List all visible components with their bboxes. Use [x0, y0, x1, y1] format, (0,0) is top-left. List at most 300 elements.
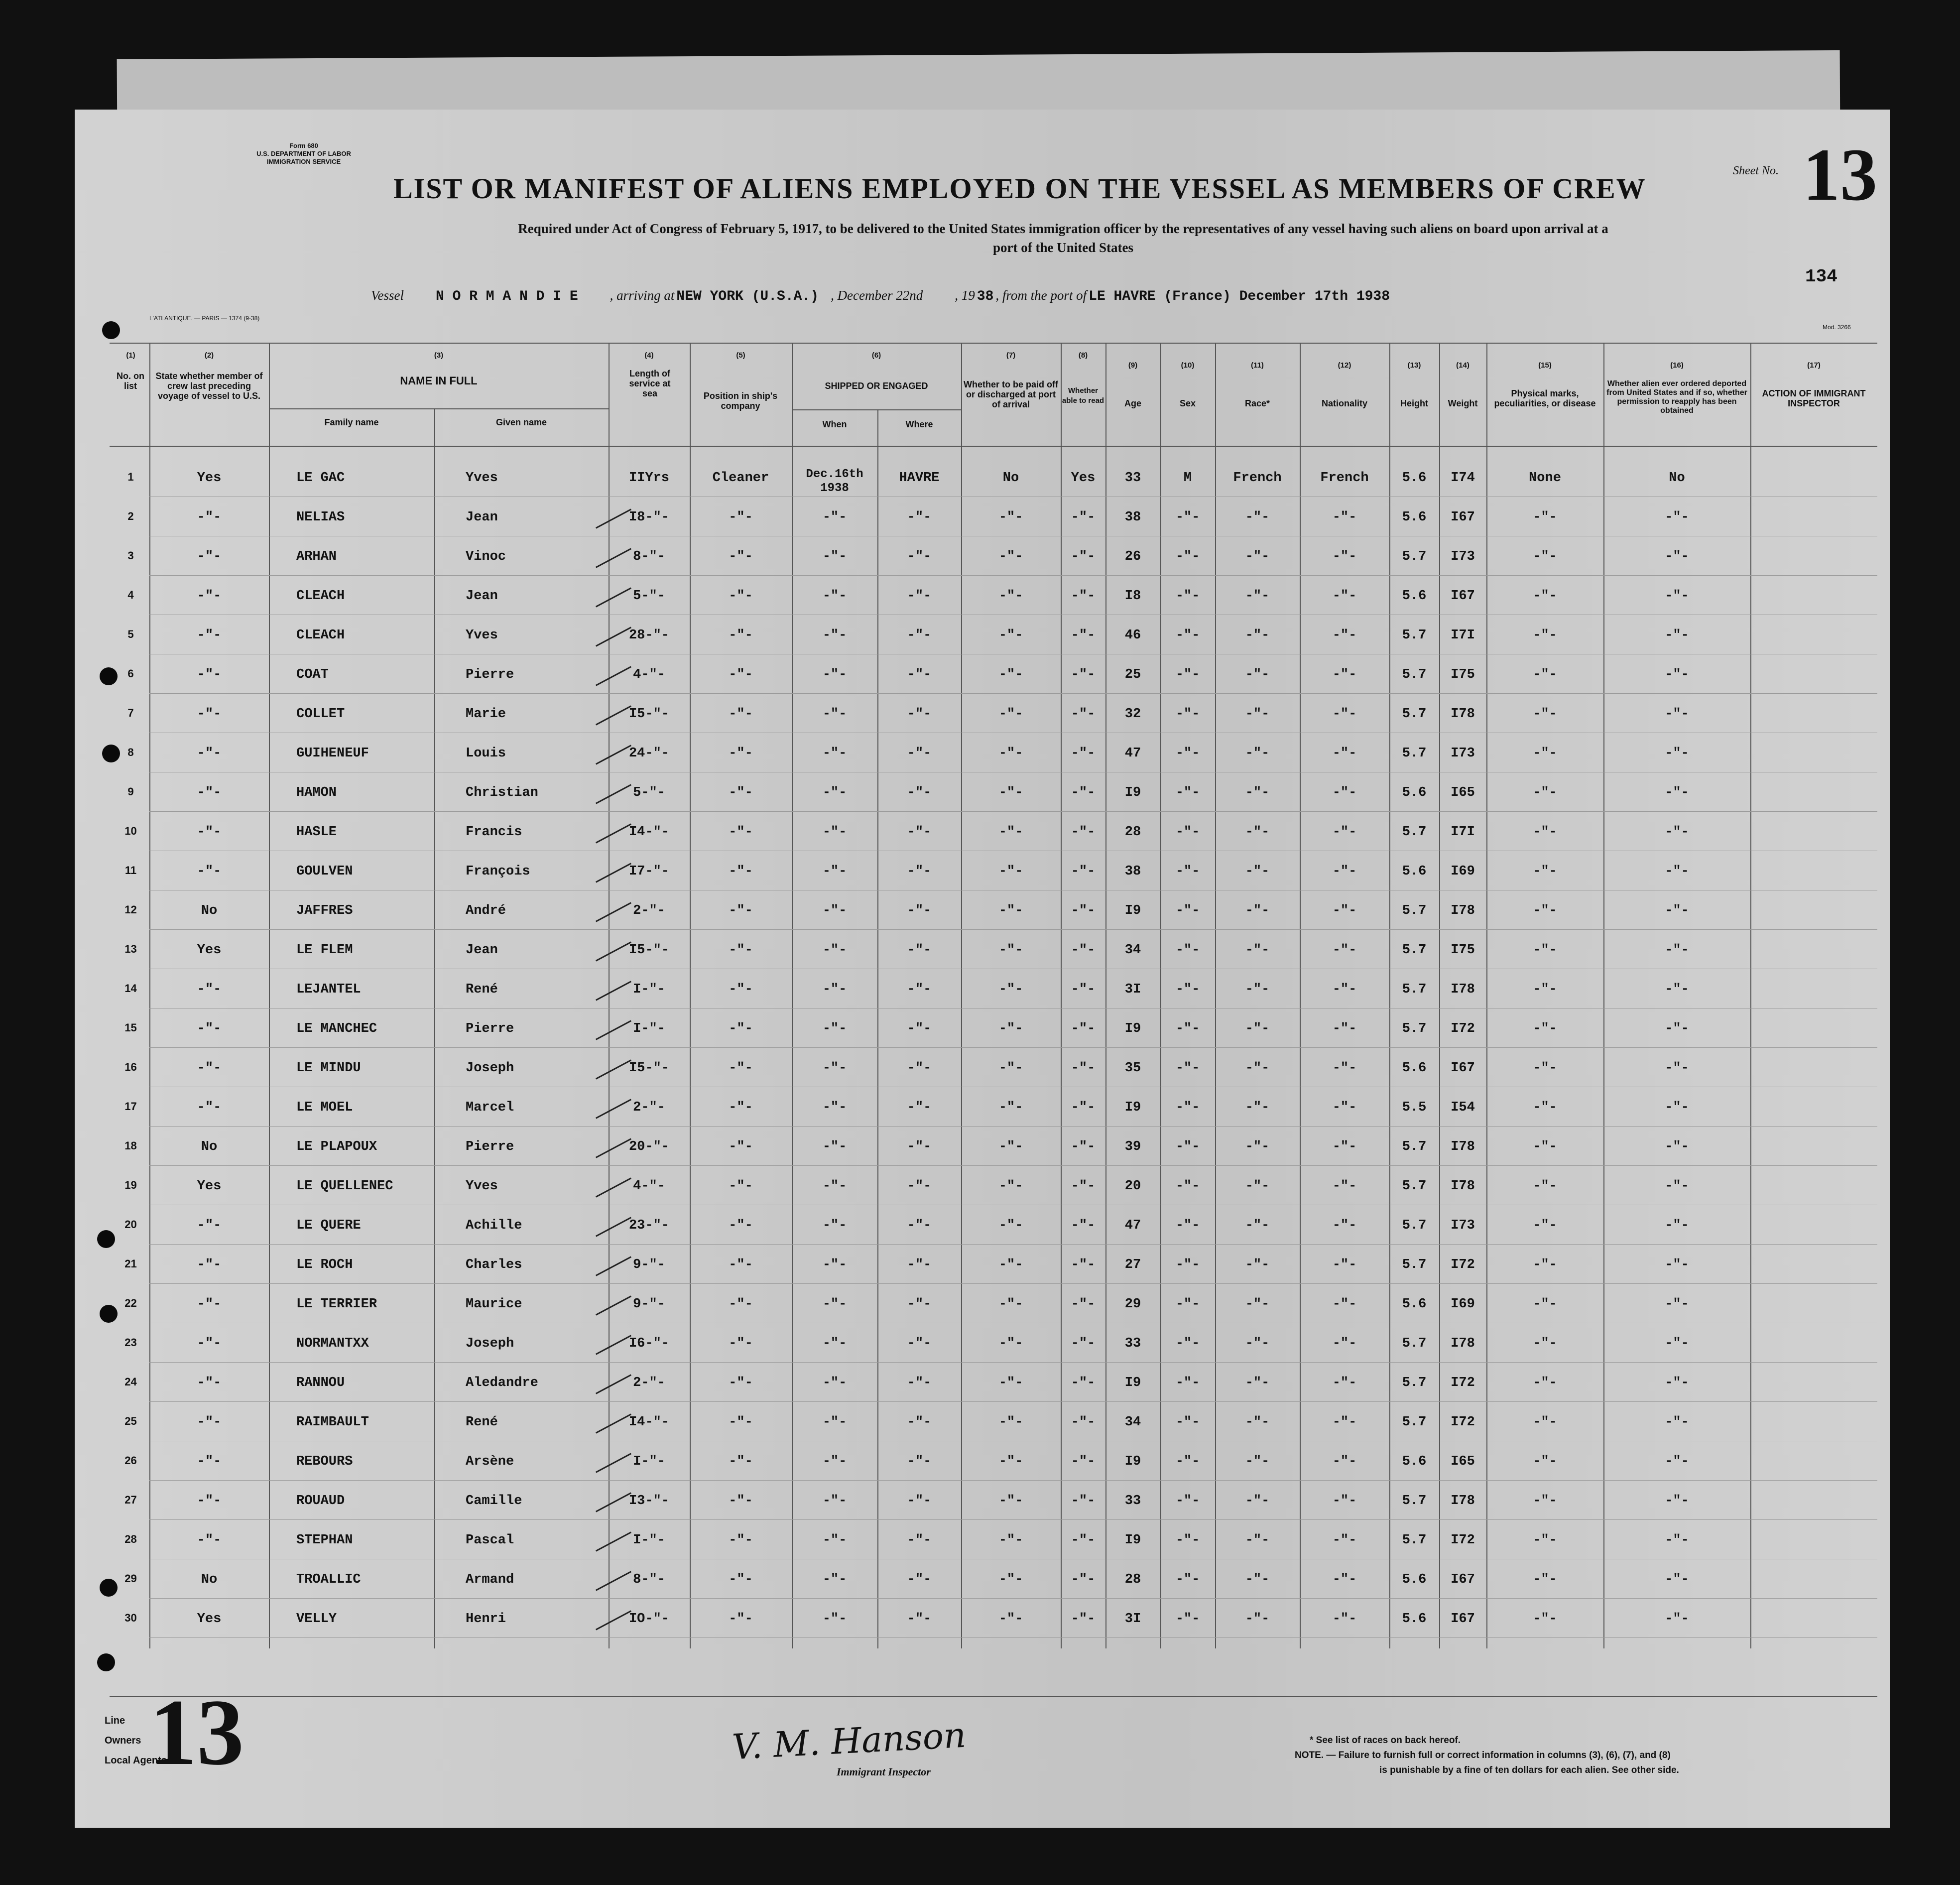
length-of-service: 5-"- — [633, 589, 665, 604]
able-to-read: -"- — [1071, 1297, 1096, 1312]
sex: -"- — [1175, 1257, 1200, 1272]
length-of-service: I-"- — [633, 982, 665, 997]
line-stamp: 13 — [149, 1680, 244, 1785]
family-name: RAIMBAULT — [296, 1415, 369, 1430]
col-num-11: (11) — [1251, 361, 1264, 370]
sex: -"- — [1175, 510, 1200, 525]
given-name: Pierre — [466, 667, 514, 682]
shipped-where: -"- — [907, 1572, 932, 1587]
nationality: -"- — [1332, 628, 1357, 643]
shipped-when: -"- — [822, 589, 847, 604]
family-name: LEJANTEL — [296, 982, 361, 997]
height: 5.7 — [1402, 1218, 1427, 1233]
shipped-where: -"- — [907, 1336, 932, 1351]
paid-off: -"- — [998, 707, 1023, 722]
row-rule — [149, 575, 1877, 576]
previous-voyage: Yes — [197, 1612, 222, 1627]
punch-hole — [97, 1653, 115, 1671]
ship-position: -"- — [729, 628, 753, 643]
shipped-subheader-line — [792, 409, 961, 410]
family-name: ARHAN — [296, 549, 337, 564]
race: -"- — [1245, 1139, 1270, 1154]
paid-off: -"- — [998, 1021, 1023, 1036]
previous-voyage: Yes — [197, 943, 222, 958]
age: 34 — [1124, 943, 1141, 958]
paid-off: -"- — [998, 589, 1023, 604]
height: 5.6 — [1402, 864, 1427, 879]
sex: -"- — [1175, 785, 1200, 800]
height: 5.7 — [1402, 982, 1427, 997]
col-num-9: (9) — [1128, 361, 1138, 370]
able-to-read: -"- — [1071, 1021, 1096, 1036]
ship-position: -"- — [729, 1021, 753, 1036]
ship-position: -"- — [729, 1139, 753, 1154]
height: 5.7 — [1402, 943, 1427, 958]
weight: I74 — [1451, 471, 1475, 486]
ship-position: -"- — [729, 1218, 753, 1233]
paid-off: -"- — [998, 746, 1023, 761]
row-number: 17 — [124, 1100, 137, 1113]
length-of-service: IIYrs — [628, 471, 669, 486]
col-header-1: No. on list — [117, 371, 144, 391]
age: 29 — [1124, 1297, 1141, 1312]
race: -"- — [1245, 982, 1270, 997]
col-num-8: (8) — [1078, 351, 1088, 360]
race: -"- — [1245, 1061, 1270, 1076]
footer-agents-label: Local Agents — [105, 1755, 167, 1766]
family-name: LE QUELLENEC — [296, 1179, 393, 1194]
shipped-where: -"- — [907, 1021, 932, 1036]
length-of-service: I8-"- — [628, 510, 669, 525]
col-header-15: Physical marks, peculiarities, or disease — [1494, 388, 1596, 408]
paid-off: -"- — [998, 1494, 1023, 1508]
ship-position: -"- — [729, 1336, 753, 1351]
ship-position: -"- — [729, 1257, 753, 1272]
shipped-when: -"- — [822, 982, 847, 997]
deported-status: No — [1669, 471, 1685, 486]
deported-status: -"- — [1665, 1533, 1689, 1548]
ship-position: -"- — [729, 549, 753, 564]
able-to-read: -"- — [1071, 667, 1096, 682]
shipped-where: -"- — [907, 746, 932, 761]
from-label: , from the port of — [995, 288, 1087, 303]
nationality: -"- — [1332, 549, 1357, 564]
family-name: REBOURS — [296, 1454, 353, 1469]
shipped-where: -"- — [907, 589, 932, 604]
ship-position: -"- — [729, 1179, 753, 1194]
height: 5.7 — [1402, 667, 1427, 682]
able-to-read: -"- — [1071, 1218, 1096, 1233]
row-rule — [149, 1637, 1877, 1638]
paid-off: -"- — [998, 510, 1023, 525]
race: -"- — [1245, 707, 1270, 722]
shipped-where: -"- — [907, 1494, 932, 1508]
mod-mark: Mod. 3266 — [1823, 324, 1851, 331]
length-of-service: 8-"- — [633, 1572, 665, 1587]
family-name: GOULVEN — [296, 864, 353, 879]
given-name: Louis — [466, 746, 506, 761]
able-to-read: -"- — [1071, 982, 1096, 997]
nationality: -"- — [1332, 510, 1357, 525]
col-header-17: ACTION OF IMMIGRANT INSPECTOR — [1762, 388, 1866, 408]
nationality: -"- — [1332, 982, 1357, 997]
row-rule — [149, 1283, 1877, 1284]
given-name: Pierre — [466, 1139, 514, 1154]
sex: -"- — [1175, 1376, 1200, 1390]
shipped-where: -"- — [907, 510, 932, 525]
race: -"- — [1245, 1021, 1270, 1036]
shipped-where: -"- — [907, 1218, 932, 1233]
previous-voyage: Yes — [197, 1179, 222, 1194]
page-number: 134 — [1805, 266, 1838, 287]
given-name: Christian — [466, 785, 538, 800]
able-to-read: -"- — [1071, 864, 1096, 879]
length-of-service: I4-"- — [628, 1415, 669, 1430]
shipped-when: -"- — [822, 1415, 847, 1430]
row-number: 2 — [127, 510, 134, 522]
sheet-number: 13 — [1803, 133, 1877, 216]
weight: I75 — [1451, 943, 1475, 958]
sex: -"- — [1175, 864, 1200, 879]
shipped-where: -"- — [907, 903, 932, 918]
race: -"- — [1245, 1336, 1270, 1351]
row-number: 28 — [124, 1533, 137, 1545]
height: 5.7 — [1402, 1139, 1427, 1154]
height: 5.7 — [1402, 549, 1427, 564]
paid-off: -"- — [998, 1297, 1023, 1312]
paid-off: -"- — [998, 1336, 1023, 1351]
ship-position: -"- — [729, 825, 753, 840]
family-name: CLEACH — [296, 628, 345, 643]
form-subtitle — [244, 219, 1882, 257]
given-name: Yves — [466, 1179, 498, 1194]
height: 5.6 — [1402, 1572, 1427, 1587]
paid-off: -"- — [998, 1376, 1023, 1390]
row-number: 22 — [124, 1297, 137, 1309]
previous-voyage: -"- — [197, 628, 222, 643]
previous-voyage: -"- — [197, 1494, 222, 1508]
nationality: -"- — [1332, 1257, 1357, 1272]
previous-voyage: -"- — [197, 1218, 222, 1233]
age: I9 — [1124, 1376, 1141, 1390]
age: 28 — [1124, 825, 1141, 840]
given-name: Maurice — [466, 1297, 522, 1312]
nationality: -"- — [1332, 1454, 1357, 1469]
length-of-service: I7-"- — [628, 864, 669, 879]
ship-position: -"- — [729, 1612, 753, 1627]
previous-voyage: -"- — [197, 746, 222, 761]
race: -"- — [1245, 1376, 1270, 1390]
weight: I7I — [1451, 628, 1475, 643]
deported-status: -"- — [1665, 707, 1689, 722]
sex: -"- — [1175, 1454, 1200, 1469]
family-name: RANNOU — [296, 1376, 345, 1390]
deported-status: -"- — [1665, 1061, 1689, 1076]
previous-voyage: -"- — [197, 864, 222, 879]
sex: -"- — [1175, 746, 1200, 761]
nationality: -"- — [1332, 943, 1357, 958]
paid-off: -"- — [998, 1257, 1023, 1272]
height: 5.6 — [1402, 1454, 1427, 1469]
weight: I72 — [1451, 1376, 1475, 1390]
race: -"- — [1245, 746, 1270, 761]
length-of-service: 5-"- — [633, 785, 665, 800]
height: 5.7 — [1402, 825, 1427, 840]
row-number: 25 — [124, 1415, 137, 1427]
height: 5.7 — [1402, 1257, 1427, 1272]
race: -"- — [1245, 1257, 1270, 1272]
row-number: 11 — [124, 864, 137, 877]
subtitle-line-1: Required under Act of Congress of February 5, 1917, to be delivered to the United States immigration officer by the representatives of any vessel having such aliens on board upon arrival at a — [518, 221, 1608, 236]
shipped-when: -"- — [822, 1061, 847, 1076]
row-number: 23 — [124, 1336, 137, 1349]
age: 26 — [1124, 549, 1141, 564]
subheader-given-name: Given name — [495, 417, 547, 427]
col-num-2: (2) — [204, 351, 214, 360]
sex: -"- — [1175, 628, 1200, 643]
column-divider — [434, 408, 435, 1648]
previous-voyage: -"- — [197, 1454, 222, 1469]
shipped-when: Dec.16th 1938 — [806, 468, 863, 495]
shipped-where: -"- — [907, 1612, 932, 1627]
nationality: -"- — [1332, 785, 1357, 800]
ship-position: -"- — [729, 903, 753, 918]
row-number: 13 — [124, 943, 137, 955]
col-num-10: (10) — [1181, 361, 1195, 370]
col-num-14: (14) — [1456, 361, 1470, 370]
shipped-when: -"- — [822, 746, 847, 761]
physical-marks: -"- — [1533, 628, 1557, 643]
row-number: 15 — [124, 1021, 137, 1034]
row-number: 26 — [124, 1454, 137, 1467]
paid-off: -"- — [998, 549, 1023, 564]
previous-voyage: -"- — [197, 1100, 222, 1115]
weight: I67 — [1451, 510, 1475, 525]
paid-off: -"- — [998, 864, 1023, 879]
previous-voyage: No — [201, 1572, 218, 1587]
shipped-where: -"- — [907, 864, 932, 879]
row-number: 27 — [124, 1494, 137, 1506]
race: -"- — [1245, 1179, 1270, 1194]
col-header-16: Whether alien ever ordered deported from United States and if so, whether permission to reapply has been obtained — [1606, 379, 1747, 415]
paid-off: No — [1002, 471, 1019, 486]
physical-marks: -"- — [1533, 825, 1557, 840]
col-header-5: Position in ship's company — [703, 391, 778, 411]
previous-voyage: No — [201, 903, 218, 918]
weight: I67 — [1451, 1572, 1475, 1587]
length-of-service: 24-"- — [628, 746, 669, 761]
row-number: 10 — [124, 825, 137, 837]
paid-off: -"- — [998, 1572, 1023, 1587]
family-name: JAFFRES — [296, 903, 353, 918]
length-of-service: I3-"- — [628, 1494, 669, 1508]
able-to-read: -"- — [1071, 746, 1096, 761]
punch-hole — [102, 321, 120, 339]
sex: -"- — [1175, 825, 1200, 840]
voyage-line — [371, 288, 1390, 304]
physical-marks: -"- — [1533, 1376, 1557, 1390]
row-number: 4 — [127, 589, 134, 601]
vessel-label: Vessel — [371, 288, 404, 303]
able-to-read: -"- — [1071, 1336, 1096, 1351]
race: -"- — [1245, 1297, 1270, 1312]
able-to-read: -"- — [1071, 628, 1096, 643]
nationality: -"- — [1332, 1376, 1357, 1390]
nationality: -"- — [1332, 1612, 1357, 1627]
footer-line-label: Line — [105, 1715, 125, 1726]
deported-status: -"- — [1665, 1218, 1689, 1233]
row-rule — [149, 1244, 1877, 1245]
length-of-service: 8-"- — [633, 549, 665, 564]
shipped-when: -"- — [822, 785, 847, 800]
height: 5.7 — [1402, 1336, 1427, 1351]
paid-off: -"- — [998, 903, 1023, 918]
family-name: LE ROCH — [296, 1257, 353, 1272]
deported-status: -"- — [1665, 1179, 1689, 1194]
able-to-read: -"- — [1071, 1139, 1096, 1154]
race: -"- — [1245, 1612, 1270, 1627]
sex: -"- — [1175, 549, 1200, 564]
row-number: 29 — [124, 1572, 137, 1585]
nationality: French — [1320, 471, 1369, 486]
weight: I73 — [1451, 1218, 1475, 1233]
previous-voyage: -"- — [197, 982, 222, 997]
col-header-12: Nationality — [1321, 398, 1367, 408]
able-to-read: -"- — [1071, 1494, 1096, 1508]
previous-voyage: Yes — [197, 471, 222, 486]
col-header-7: Whether to be paid off or discharged at port of arrival — [964, 379, 1058, 409]
family-name: HAMON — [296, 785, 337, 800]
family-name: LE GAC — [296, 471, 345, 486]
family-name: COLLET — [296, 707, 345, 722]
nationality: -"- — [1332, 1572, 1357, 1587]
race: -"- — [1245, 628, 1270, 643]
sex: -"- — [1175, 1612, 1200, 1627]
age: I8 — [1124, 589, 1141, 604]
age: 32 — [1124, 707, 1141, 722]
length-of-service: 4-"- — [633, 667, 665, 682]
deported-status: -"- — [1665, 1494, 1689, 1508]
physical-marks: -"- — [1533, 1533, 1557, 1548]
ship-position: -"- — [729, 589, 753, 604]
paid-off: -"- — [998, 943, 1023, 958]
family-name: TROALLIC — [296, 1572, 361, 1587]
physical-marks: -"- — [1533, 982, 1557, 997]
arriving-label: , arriving at — [610, 288, 675, 303]
able-to-read: Yes — [1071, 471, 1096, 486]
able-to-read: -"- — [1071, 1061, 1096, 1076]
footnotes — [1295, 1733, 1679, 1778]
family-name: NORMANTXX — [296, 1336, 369, 1351]
row-number: 1 — [127, 471, 134, 483]
given-name: René — [466, 1415, 498, 1430]
weight: I72 — [1451, 1257, 1475, 1272]
row-rule — [149, 693, 1877, 694]
age: I9 — [1124, 1533, 1141, 1548]
previous-voyage: -"- — [197, 1257, 222, 1272]
physical-marks: -"- — [1533, 1139, 1557, 1154]
col-header-3: NAME IN FULL — [400, 375, 478, 387]
form-identifier — [239, 142, 368, 166]
physical-marks: -"- — [1533, 1061, 1557, 1076]
form-number: Form 680 — [289, 142, 318, 149]
previous-voyage: -"- — [197, 707, 222, 722]
race: -"- — [1245, 1415, 1270, 1430]
row-number: 3 — [127, 549, 134, 562]
physical-marks: -"- — [1533, 667, 1557, 682]
physical-marks: -"- — [1533, 1297, 1557, 1312]
nationality: -"- — [1332, 1218, 1357, 1233]
weight: I78 — [1451, 1139, 1475, 1154]
length-of-service: 20-"- — [628, 1139, 669, 1154]
sheet-number-label: Sheet No. — [1733, 164, 1779, 177]
ship-position: Cleaner — [712, 471, 769, 486]
able-to-read: -"- — [1071, 549, 1096, 564]
row-rule — [149, 929, 1877, 930]
previous-voyage: -"- — [197, 1061, 222, 1076]
given-name: Vinoc — [466, 549, 506, 564]
shipped-when: -"- — [822, 1376, 847, 1390]
length-of-service: I5-"- — [628, 707, 669, 722]
ship-position: -"- — [729, 707, 753, 722]
race: -"- — [1245, 549, 1270, 564]
physical-marks: -"- — [1533, 1494, 1557, 1508]
ship-position: -"- — [729, 510, 753, 525]
paid-off: -"- — [998, 785, 1023, 800]
vessel-name: N O R M A N D I E — [435, 289, 578, 304]
given-name: Joseph — [466, 1061, 514, 1076]
nationality: -"- — [1332, 667, 1357, 682]
nationality: -"- — [1332, 707, 1357, 722]
deported-status: -"- — [1665, 1021, 1689, 1036]
weight: I67 — [1451, 1061, 1475, 1076]
deported-status: -"- — [1665, 510, 1689, 525]
row-number: 20 — [124, 1218, 137, 1231]
previous-voyage: -"- — [197, 589, 222, 604]
row-number: 30 — [124, 1612, 137, 1624]
previous-voyage: -"- — [197, 825, 222, 840]
row-rule — [149, 1165, 1877, 1166]
height: 5.7 — [1402, 903, 1427, 918]
name-subheader-line — [269, 408, 609, 409]
table-bottom-border — [110, 1696, 1877, 1697]
physical-marks: -"- — [1533, 746, 1557, 761]
weight: I7I — [1451, 825, 1475, 840]
ship-position: -"- — [729, 785, 753, 800]
nationality: -"- — [1332, 1100, 1357, 1115]
deported-status: -"- — [1665, 1100, 1689, 1115]
ship-position: -"- — [729, 1376, 753, 1390]
race: -"- — [1245, 1100, 1270, 1115]
race-footnote: * See list of races on back hereof. — [1310, 1735, 1461, 1746]
deported-status: -"- — [1665, 589, 1689, 604]
nationality: -"- — [1332, 1336, 1357, 1351]
row-number: 6 — [127, 667, 134, 680]
given-name: Marcel — [466, 1100, 514, 1115]
nationality: -"- — [1332, 589, 1357, 604]
deported-status: -"- — [1665, 1297, 1689, 1312]
given-name: Armand — [466, 1572, 514, 1587]
height: 5.7 — [1402, 1021, 1427, 1036]
row-number: 8 — [127, 746, 134, 758]
ship-position: -"- — [729, 943, 753, 958]
row-rule — [149, 1401, 1877, 1402]
sex: -"- — [1175, 1336, 1200, 1351]
col-header-8: Whether able to read — [1062, 386, 1104, 405]
able-to-read: -"- — [1071, 903, 1096, 918]
col-header-6: SHIPPED OR ENGAGED — [825, 381, 928, 391]
length-of-service: 2-"- — [633, 1100, 665, 1115]
